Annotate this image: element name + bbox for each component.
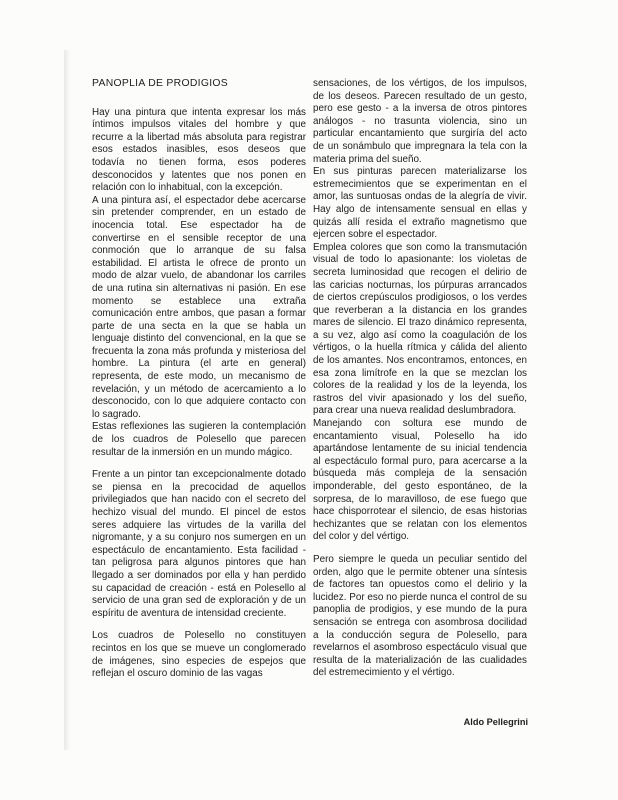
right-column	[313, 78, 527, 680]
paragraph: Hay una pintura que intenta expresar los más íntimos impulsos vitales del hombre y que recurre a la libertad más absoluta para registrar esos estados inasibles, esos deseos que todavía no tienen forma, esos poderes desconocidos y latentes que nos ponen en relación con lo inhabitual, con la excepción.	[92, 106, 306, 194]
paragraph: Los cuadros de Polesello no constituyen recintos en los que se mueve un conglomerado de imágenes, sino especies de espejos que reflejan el oscuro dominio de las vagas	[92, 630, 306, 680]
author-signature: Aldo Pellegrini	[463, 717, 528, 727]
paragraph: Estas reflexiones las sugieren la contemplación de los cuadros de Polesello que parecen resultar de la inmersión en un mundo mágico.	[92, 421, 306, 458]
paragraph: A una pintura así, el espectador debe acercarse sin pretender comprender, en un estado de inocencia total. Ese espectador ha de convertirse en el sensible receptor de una conmoción que lo arranque de su falsa estabilidad. El artista le ofrece de pronto un modo de alzar vuelo, de abandonar los carriles de una rutina sin alternativas ni pasión. En ese momento se establece una extraña comunicación entre ambos, que pasan a formar parte de una secta en la que se habla un lenguaje distinto del convencional, en la que se frecuenta la zona más profunda y misteriosa del hombre. La pintura (el arte en general) representa, de este modo, un mecanismo de revelación, y un método de acercamiento a lo desconocido, con lo que adquiere contacto con lo sagrado.	[92, 194, 306, 420]
left-column	[92, 78, 306, 681]
paragraph: Pero siempre le queda un peculiar sentido del orden, algo que le permite obtener una síntesis de factores tan opuestos como el delirio y la lucidez. Por eso no pierde nunca el control de su panoplia de prodigios, y ese mundo de la pura sensación se entrega con asombrosa docilidad a la conducción segura de Polesello, para revelarnos el asombroso espectáculo visual que resulta de la materialización de las cualidades del estremecimiento y el vértigo.	[313, 553, 527, 679]
paragraph: En sus pinturas parecen materializarse los estremecimientos que se experimentan en el amor, las suntuosas ondas de la alegría de vivir. Hay algo de intensamente sensual en ellas y quizás allí resida el extraño magnetismo que ejercen sobre el espectador.	[313, 166, 527, 241]
paragraph: Frente a un pintor tan excepcionalmente dotado se piensa en la precocidad de aquellos privilegiados que han nacido con el secreto del hechizo visual del mundo. El pincel de estos seres adquiere las virtudes de la varilla del nigromante, y a su conjuro nos sumergen en un espectáculo de encantamiento. Esta facilidad - tan peligrosa para algunos pintores que han llegado a ser dominados por ella y han perdido su capacidad de creación - está en Polesello al servicio de una gran sed de exploración y de un espíritu de aventura de intensidad creciente.	[92, 469, 306, 619]
paragraph: Manejando con soltura ese mundo de encantamiento visual, Polesello ha ido apartándose lentamente de su inicial tendencia al espectáculo formal puro, para acercarse a la búsqueda más compleja de la sensación imponderable, del gesto espontáneo, de la sorpresa, de lo maravilloso, de ese fuego que hace chisporrotear el silencio, de esas historias hechizantes que se relatan con los elementos del color y del vértigo.	[313, 418, 527, 543]
scan-edge-shadow	[64, 50, 70, 750]
article-title: PANOPLIA DE PRODIGIOS	[92, 78, 229, 89]
paragraph: sensaciones, de los vértigos, de los impulsos, de los deseos. Parecen resultado de un gesto, pero ese gesto - a la inversa de otros pintores análogos - no trasunta violencia, sino un particular encantamiento que surgiría del acto de un sonámbulo que impregnara la tela con la materia prima del sueño.	[313, 78, 527, 165]
paragraph: Emplea colores que son como la transmutación visual de todo lo apasionante: los violetas de secreta luminosidad que recogen el delirio de las caricias nocturnas, los púrpuras arrancados de ciertos crepúsculos prodigiosos, o los verdes que reverberan a la distancia en los grandes mares de silencio. El trazo dinámico representa, a su vez, algo así como la coagulación de los vértigos, o la huella rítmica y cálida del aliento de los amantes. Nos encontramos, entonces, en esa zona limítrofe en la que se mezclan los colores de la realidad y los de la leyenda, los rastros del vivir apasionado y los del sueño, para crear una nueva realidad deslumbradora.	[313, 241, 527, 417]
